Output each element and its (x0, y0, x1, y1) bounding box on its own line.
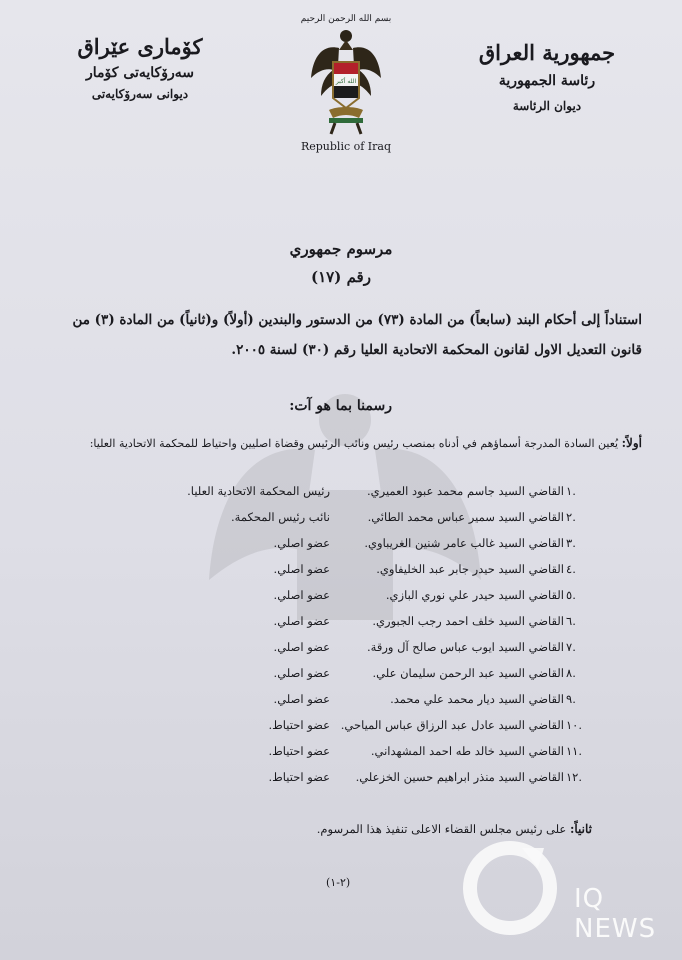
list-item (150, 692, 590, 718)
member-number: .١ (566, 484, 576, 498)
kurdish-header-line3: دیوانی سەرۆكایەتی (91, 87, 189, 101)
member-role: عضو اصلي. (273, 692, 330, 706)
member-name: القاضي السيد عبد الرحمن سليمان علي. (372, 666, 564, 680)
member-name: القاضي السيد عادل عبد الرزاق عباس المياحي. (340, 718, 564, 732)
member-name: القاضي السيد جاسم محمد عبود العميري. (366, 484, 564, 498)
list-item (150, 536, 590, 562)
member-number: .٤ (566, 562, 576, 576)
kurdish-header-line2: سەرۆكایەتی كۆمار (86, 65, 194, 81)
member-number: .٣ (566, 536, 576, 550)
arabic-header-line3: ديوان الرئاسة (512, 99, 582, 113)
list-item (150, 588, 590, 614)
member-name: القاضي السيد حيدر جابر عبد الخليفاوي. (376, 562, 564, 576)
member-number: .٨ (566, 666, 576, 680)
member-role: عضو اصلي. (273, 562, 330, 576)
decree-number: رقم (١٧) (311, 268, 371, 286)
member-role: عضو اصلي. (273, 536, 330, 550)
arabic-header-line1: جمهورية العراق (478, 40, 616, 65)
list-item (150, 718, 590, 744)
svg-text:الله أكبر: الله أكبر (335, 78, 357, 85)
iqnews-logo-icon (460, 838, 570, 948)
list-item (150, 614, 590, 640)
members-list (150, 484, 590, 804)
member-number: .٧ (566, 640, 576, 654)
member-role: عضو اصلي. (273, 640, 330, 654)
member-number: .٥ (566, 588, 576, 602)
clause-second-text: على رئيس مجلس القضاء الاعلى تنفيذ هذا المرسوم. (316, 822, 567, 836)
member-name: القاضي السيد خالد طه احمد المشهداني. (370, 744, 564, 758)
member-role: عضو اصلي. (273, 588, 330, 602)
list-item (150, 510, 590, 536)
clause-first (32, 432, 642, 455)
member-role: رئيس المحكمة الاتحادية العليا. (187, 484, 330, 498)
decree-resolution: رسمنا بما هو آت: (289, 398, 392, 414)
member-number: .٩ (566, 692, 576, 706)
clause-second (317, 822, 592, 836)
list-item (150, 744, 590, 770)
iqnews-watermark-text: IQ NEWS (574, 884, 657, 944)
member-name: القاضي السيد خلف احمد رجب الجبوري. (372, 614, 564, 628)
member-role: عضو احتياط. (268, 770, 330, 784)
list-item (150, 484, 590, 510)
member-number: .٢ (566, 510, 576, 524)
member-name: القاضي السيد ايوب عباس صالح آل ورقة. (367, 640, 564, 654)
basmala: بسم الله الرحمن الرحيم (300, 14, 392, 24)
clause-first-text: يُعين السادة المدرجة أسماؤهم في أدناه بمنصب رئيس ونائب الرئيس وقضاة اصليين واحتياط للمحكمة الاتحادية العليا: (89, 437, 619, 450)
member-number: .١٠ (566, 718, 583, 732)
list-item (150, 770, 590, 796)
member-number: .١٢ (566, 770, 583, 784)
member-role: نائب رئيس المحكمة. (231, 510, 330, 524)
republic-of-iraq-label: Republic of Iraq (300, 140, 392, 153)
state-emblem (298, 14, 394, 153)
page-number: (٢-١) (326, 876, 351, 889)
member-number: .١١ (566, 744, 583, 758)
member-name: القاضي السيد منذر ابراهيم حسين الخزعلي. (355, 770, 564, 784)
member-name: القاضي السيد سمير عباس محمد الطائي. (367, 510, 564, 524)
kurdish-header (55, 34, 225, 101)
kurdish-header-line1: كۆماری عێراق (77, 34, 203, 59)
member-name: القاضي السيد حيدر علي نوري البازي. (385, 588, 564, 602)
arabic-header-line2: رئاسة الجمهورية (498, 73, 596, 89)
list-item (150, 640, 590, 666)
member-role: عضو احتياط. (268, 718, 330, 732)
list-item (150, 666, 590, 692)
member-role: عضو اصلي. (273, 666, 330, 680)
eagle-emblem-icon (309, 26, 383, 138)
list-item (150, 562, 590, 588)
decree-preamble: استناداً إلى أحكام البند (سابعاً) من المادة (٧٣) من الدستور والبندين (أولاً) و(ثانياً) من المادة (٣) من قانون التعديل الاول لقانون المحكمة الاتحادية العليا رقم (٣٠) لسنة ٢٠٠٥. (72, 312, 642, 358)
clause-second-label: ثانياً: (569, 822, 592, 836)
member-role: عضو احتياط. (268, 744, 330, 758)
member-name: القاضي السيد غالب عامر شنين الغريباوي. (364, 536, 564, 550)
member-number: .٦ (566, 614, 576, 628)
member-name: القاضي السيد ديار محمد علي محمد. (390, 692, 564, 706)
arabic-header (452, 40, 642, 113)
clause-first-label: أولاً: (621, 436, 642, 450)
member-role: عضو اصلي. (273, 614, 330, 628)
decree-title: مرسوم جمهوري (289, 240, 393, 258)
